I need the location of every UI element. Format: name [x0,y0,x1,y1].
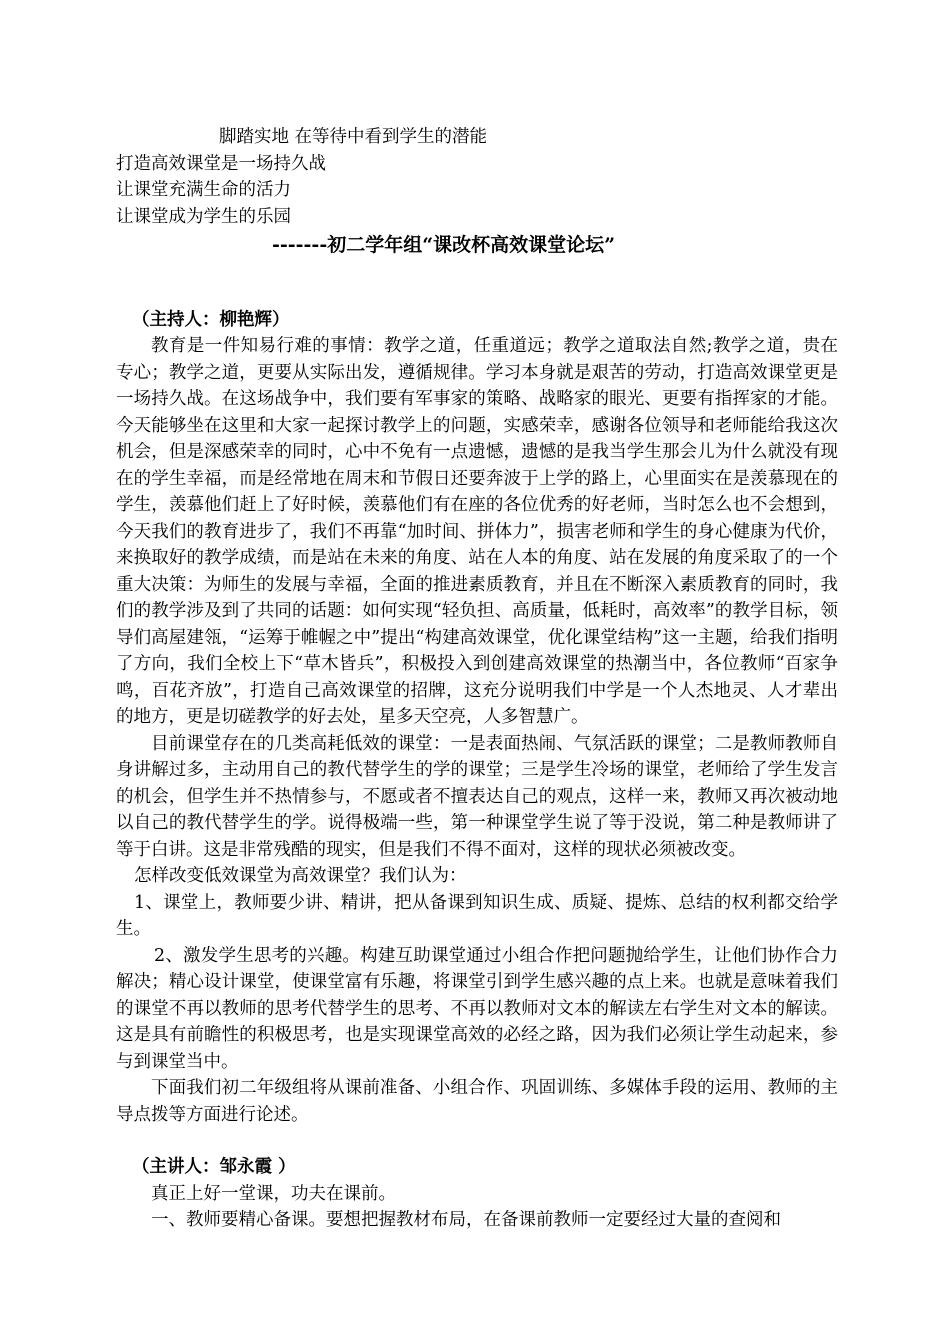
host-label: （主持人：柳艳辉） [132,309,290,330]
paragraph-point-2: 2、激发学生思考的兴趣。构建互助课堂通过小组合作把问题抛给学生，让他们协作合力解决；精心设计课堂，使课堂富有乐趣，将课堂引到学生感兴趣的点上来。也就是意味着我们的课堂不再以教师的思考代替学生的思考、不再以教师对文本的解读左右学生对文本的解读。这是具有前瞻性的积极思考，也是实现课堂高效的必经之路，因为我们必须让学生动起来，参与到课堂当中。 [116,945,838,1072]
paragraph-intro: 教育是一件知易行难的事情：教学之道，任重道远；教学之道取法自然;教学之道，贵在专心；教学之道，更要从实际出发，遵循规律。学习本身就是艰苦的劳动，打造高效课堂更是一场持久战。在这场战争中，我们要有军事家的策略、战略家的眼光、更要有指挥家的才能。今天能够坐在这里和大家一起探讨教学上的问题，实感荣幸，感谢各位领导和老师能给我这次机会，但是深感荣幸的同时，心中不免有一点遗憾，遗憾的是我当学生那会儿为什么就没有现在的学生幸福，而是经常地在周末和节假日还要奔波于上学的路上，心里面实在是羡慕现在的学生，羡慕他们赶上了好时候，羡慕他们有在座的各位优秀的好老师，当时怎么也不会想到，今天我们的教育进步了，我们不再靠“加时间、拼体力”，损害老师和学生的身心健康为代价，来换取好的教学成绩，而是站在未来的角度、站在人本的角度、站在发展的角度采取了的一个重大决策：为师生的发展与幸福，全面的推进素质教育，并且在不断深入素质教育的同时，我们的教学涉及到了共同的话题：如何实现“轻负担、高质量，低耗时，高效率”的教学目标，领导们高屋建瓴，“运筹于帷幄之中”提出“构建高效课堂，优化课堂结构”这一主题，给我们指明了方向，我们全校上下“草木皆兵”，积极投入到创建高效课堂的热潮当中，各位教师“百家争鸣，百花齐放”，打造自己高效课堂的招牌，这充分说明我们中学是一个人杰地灵、人才辈出的地方，更是切磋教学的好去处，星多天空亮，人多智慧广。 [116,336,838,727]
title-line-4: 让课堂成为学生的乐园 [116,206,291,227]
title-line-1: 脚踏实地 在等待中看到学生的潜能 [219,127,488,147]
speaker-label: （主讲人：邹永霞 ） [132,1157,296,1177]
title-line-3: 让课堂充满生命的活力 [116,180,291,200]
paragraph-question: 怎样改变低效课堂为高效课堂？我们认为： [134,866,467,886]
forum-subtitle: -------初二学年组“课改杯高效课堂论坛” [272,234,616,256]
paragraph-outline: 下面我们初二年级组将从课前准备、小组合作、巩固训练、多媒体手段的运用、教师的主导点拨等方面进行论述。 [116,1078,838,1125]
paragraph-lowefficiency: 目前课堂存在的几类高耗低效的课堂：一是表面热闹、气氛活跃的课堂；二是教师教师自身讲解过多，主动用自己的教代替学生的学的课堂；三是学生冷场的课堂，老师给了学生发言的机会，但学生并不热情参与，不愿或者不擅表达自己的观点，这样一来，教师又再次被动地以自己的教代替学生的学。说得极端一些，第一种课堂学生说了等于没说，第二种是教师讲了等于白讲。这是非常残酷的现实，但是我们不得不面对，这样的现状必须被改变。 [116,733,838,860]
title-line-2: 打造高效课堂是一场持久战 [116,153,326,174]
paragraph-lesson: 真正上好一堂课，功夫在课前。 [151,1183,396,1204]
document-page [116,124,838,1234]
paragraph-preparation: 一、教师要精心备课。要想把握教材布局，在备课前教师一定要经过大量的查阅和 [151,1210,781,1230]
paragraph-point-1: 1、课堂上，教师要少讲、精讲，把从备课到知识生成、质疑、提炼、总结的权利都交给学生。 [116,892,838,939]
